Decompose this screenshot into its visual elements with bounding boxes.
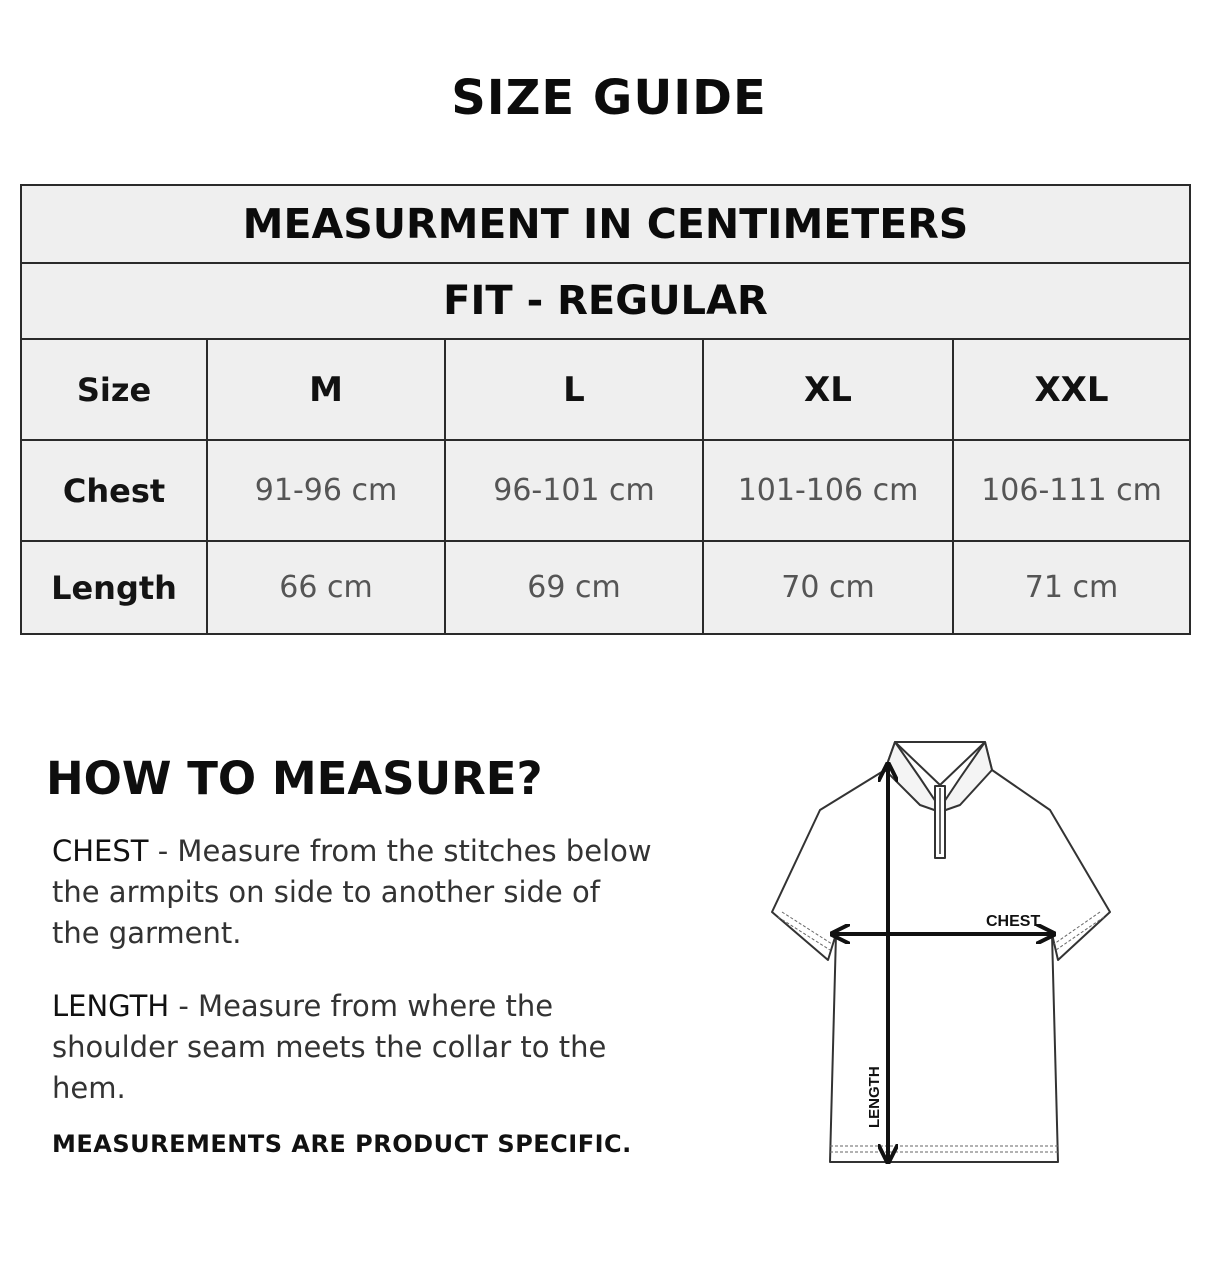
length-instruction (52, 986, 652, 1109)
chest-l: 96-101 cm (445, 440, 703, 541)
product-specific-note: MEASUREMENTS ARE PRODUCT SPECIFIC. (52, 1130, 632, 1158)
how-to-measure-title: HOW TO MEASURE? (46, 752, 543, 805)
size-row (21, 339, 1190, 440)
length-key: LENGTH (52, 989, 170, 1023)
length-diagram-label: LENGTH (866, 1066, 883, 1128)
table-header-row (21, 185, 1190, 263)
length-row-label: Length (21, 541, 207, 634)
length-l: 69 cm (445, 541, 703, 634)
length-text: - Measure from where the shoulder seam meets the collar to the hem. (52, 989, 607, 1105)
chest-key: CHEST (52, 834, 149, 868)
size-table (20, 184, 1191, 635)
table-row (21, 541, 1190, 634)
chest-xl: 101-106 cm (703, 440, 953, 541)
table-row (21, 440, 1190, 541)
size-xxl: XXL (953, 339, 1190, 440)
chest-xxl: 106-111 cm (953, 440, 1190, 541)
length-m: 66 cm (207, 541, 445, 634)
chest-row-label: Chest (21, 440, 207, 541)
length-xxl: 71 cm (953, 541, 1190, 634)
chest-instruction (52, 831, 652, 954)
polo-shirt-diagram (690, 730, 1150, 1180)
size-xl: XL (703, 339, 953, 440)
size-l: L (445, 339, 703, 440)
page-title: SIZE GUIDE (451, 70, 767, 126)
size-m: M (207, 339, 445, 440)
size-row-label: Size (21, 339, 207, 440)
measurement-header: MEASURMENT IN CENTIMETERS (21, 185, 1190, 263)
fit-label: FIT - REGULAR (21, 263, 1190, 339)
shirt-outline (772, 742, 1110, 1162)
length-xl: 70 cm (703, 541, 953, 634)
chest-diagram-label: CHEST (986, 913, 1041, 930)
chest-text: - Measure from the stitches below the armpits on side to another side of the garment. (52, 834, 652, 950)
fit-row (21, 263, 1190, 339)
chest-m: 91-96 cm (207, 440, 445, 541)
